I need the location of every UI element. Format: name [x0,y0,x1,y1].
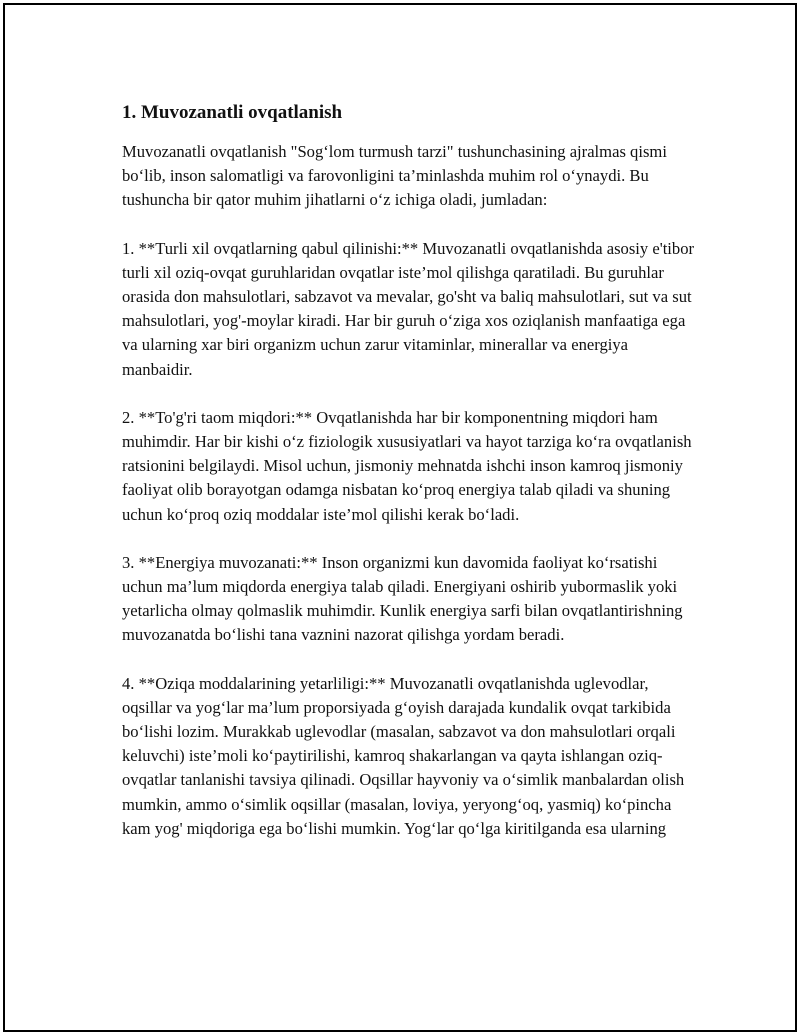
intro-paragraph: Muvozanatli ovqatlanish "Sog‘lom turmush tarzi" tushunchasining ajralmas qismi bo‘lib, inson salomatligi va farovonligini ta’minlashda muhim rol o‘ynaydi. Bu tushuncha bir qator muhim jihatlarni o‘z ichiga oladi, jumladan: [122,142,667,210]
section-heading: 1. Muvozanatli ovqatlanish [122,102,343,123]
page-frame [3,3,797,1032]
paragraph-portion-size: 2. **To'g'ri taom miqdori:** Ovqatlanishda har bir komponentning miqdori ham muhimdir. Har bir kishi o‘z fiziologik xususiyatlari va hayot tarziga ko‘ra ovqatlanish ratsionini belgilaydi. Misol uchun, jismoniy mehnatda ishchi inson kamroq jismoniy faoliyat olib borayotgan odamga nisbatan ko‘proq energiya talab qiladi va shuning uchun ko‘proq oziq moddalar iste’mol qilishi kerak bo‘ladi. [122,407,692,524]
paragraph-varied-foods: 1. **Turli xil ovqatlarning qabul qilinishi:** Muvozanatli ovqatlanishda asosiy e'tibor turli xil oziq-ovqat guruhlaridan ovqatlar iste’mol qilishga qaratiladi. Bu guruhlar orasida don mahsulotlari, sabzavot va mevalar, go'sht va baliq mahsulotlari, sut va sut mahsulotlari, yog'-moylar kiradi. Har bir guruh o‘ziga xos oziqlanish manfaatiga ega va ularning xar biri organizm uchun zarur vitaminlar, minerallar va energiya manbaidir. [122,238,695,379]
paragraph-nutrient-sufficiency: 4. **Oziqa moddalarining yetarliligi:** Muvozanatli ovqatlanishda uglevodlar, oqsillar va yog‘lar ma’lum proporsiyada g‘oyish darajada kundalik ovqat tarkibida bo‘lishi lozim. Murakkab uglevodlar (masalan, sabzavot va don mahsulotlari orqali keluvchi) iste’moli ko‘paytirilishi, kamroq shakarlangan va qayta ishlangan oziq-ovqatlar tanlanishi tavsiya qilinadi. Oqsillar hayvoniy va o‘simlik manbalardan olish mumkin, ammo o‘simlik oqsillar (masalan, loviya, yeryong‘oq, yasmiq) ko‘pincha kam yog' miqdoriga ega bo‘lishi mumkin. Yog‘lar qo‘lga kiritilganda esa ularning [122,673,685,838]
paragraph-energy-balance: 3. **Energiya muvozanati:** Inson organizmi kun davomida faoliyat ko‘rsatishi uchun ma’lum miqdorda energiya talab qiladi. Energiyani oshirib yubormaslik yoki yetarlicha olmay qolmaslik muhimdir. Kunlik energiya sarfi bilan ovqatlantirishning muvozanatda bo‘lishi tana vaznini nazorat qilishga yordam beradi. [122,552,683,645]
document-body [122,100,697,865]
